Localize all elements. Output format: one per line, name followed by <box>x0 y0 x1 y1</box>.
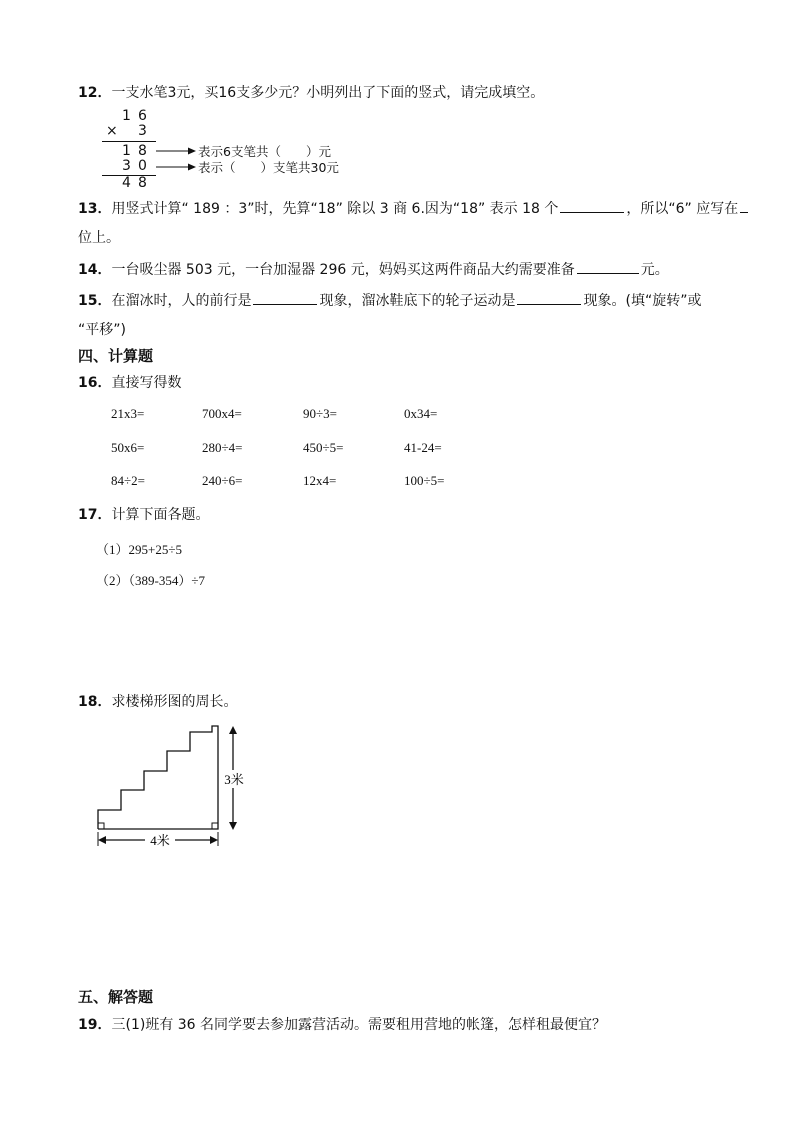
question-number: 18． <box>78 694 112 710</box>
calc-item: 280÷4= <box>202 440 243 455</box>
calc-item: 0x34= <box>404 406 438 421</box>
arrow-head <box>229 822 237 830</box>
question-13-cont <box>78 229 120 247</box>
divider-line <box>102 141 156 142</box>
calc-item: 12x4= <box>303 473 337 488</box>
calc-item: 240÷6= <box>202 473 243 488</box>
question-text: 元。 <box>640 262 669 278</box>
width-label: 4米 <box>150 833 170 848</box>
calc-item: 21x3= <box>111 406 145 421</box>
question-text: 一台吸尘器 503 元，一台加湿器 296 元，妈妈买这两件商品大约需要准备 <box>111 262 575 278</box>
digit: 1 <box>122 143 131 159</box>
arrow-icon <box>156 162 196 172</box>
calc-item: 41-24= <box>404 440 442 455</box>
question-15-cont <box>78 321 126 339</box>
digit: 8 <box>138 175 147 191</box>
question-number: 12． <box>78 85 112 101</box>
question-text: 直接写得数 <box>111 375 182 391</box>
question-number: 14． <box>78 262 112 278</box>
question-12 <box>78 84 544 102</box>
digit: 1 <box>122 108 131 124</box>
question-number: 16． <box>78 375 112 391</box>
height-label: 3米 <box>224 772 244 787</box>
arrow-head <box>210 836 218 844</box>
question-14 <box>78 259 669 279</box>
vertical-calculation <box>100 108 350 192</box>
question-text: 三(1)班有 36 名同学要去参加露营活动。需要租用营地的帐篷，怎样租最便宜？ <box>111 1017 607 1033</box>
right-angle-mark <box>212 823 218 829</box>
answer-blank[interactable] <box>560 198 624 213</box>
question-text: ，所以“6” 应写在 <box>626 201 739 217</box>
multiply-sign: × <box>106 123 118 139</box>
answer-blank[interactable] <box>577 259 639 274</box>
question-text: 现象，溜冰鞋底下的轮子运动是 <box>319 293 516 309</box>
calc-item: 84÷2= <box>111 473 145 488</box>
calc-item: 700x4= <box>202 406 242 421</box>
annotation-2: 表示（ ）支笔共30元 <box>198 160 339 175</box>
digit: 8 <box>138 143 147 159</box>
section-title: 四、计算题 <box>78 347 154 365</box>
answer-blank[interactable] <box>253 290 317 305</box>
question-text: “平移”) <box>78 322 126 338</box>
section-title: 五、解答题 <box>78 988 154 1006</box>
question-17 <box>78 506 209 524</box>
arrow-head <box>229 726 237 734</box>
question-text: 求楼梯形图的周长。 <box>111 694 238 710</box>
digit: 4 <box>122 175 131 191</box>
digit: 6 <box>138 108 147 124</box>
sub-question: （1）295+25÷5 <box>96 542 182 557</box>
annotation-1: 表示6支笔共（ ）元 <box>198 144 331 159</box>
question-19 <box>78 1016 606 1034</box>
digit: 3 <box>138 123 147 139</box>
question-text: 用竖式计算“ 189 ：3”时，先算“18” 除以 3 商 6.因为“18” 表示 18 个 <box>111 201 559 217</box>
arrow-icon <box>156 146 196 156</box>
right-angle-mark <box>98 823 104 829</box>
answer-blank[interactable] <box>740 198 748 213</box>
calc-item: 90÷3= <box>303 406 337 421</box>
question-text: 在溜冰时，人的前行是 <box>111 293 252 309</box>
question-15 <box>78 290 701 310</box>
digit: 0 <box>138 158 147 174</box>
question-number: 19． <box>78 1017 112 1033</box>
question-13 <box>78 198 750 218</box>
staircase-outline <box>98 726 218 829</box>
staircase-figure <box>90 722 270 852</box>
calc-item: 450÷5= <box>303 440 344 455</box>
arrow-head <box>98 836 106 844</box>
sub-question: （2）（389-354）÷7 <box>96 573 205 588</box>
question-18 <box>78 693 237 711</box>
question-number: 15． <box>78 293 112 309</box>
digit: 3 <box>122 158 131 174</box>
question-16 <box>78 374 181 392</box>
question-number: 13． <box>78 201 112 217</box>
question-text: 计算下面各题。 <box>111 507 210 523</box>
question-text: 现象。(填“旋转”或 <box>583 293 702 309</box>
question-text: 一支水笔3元，买16支多少元？小明列出了下面的竖式，请完成填空。 <box>111 85 545 101</box>
calc-item: 50x6= <box>111 440 145 455</box>
calc-item: 100÷5= <box>404 473 445 488</box>
question-number: 17． <box>78 507 112 523</box>
question-text: 位上。 <box>78 230 120 246</box>
answer-blank[interactable] <box>517 290 581 305</box>
